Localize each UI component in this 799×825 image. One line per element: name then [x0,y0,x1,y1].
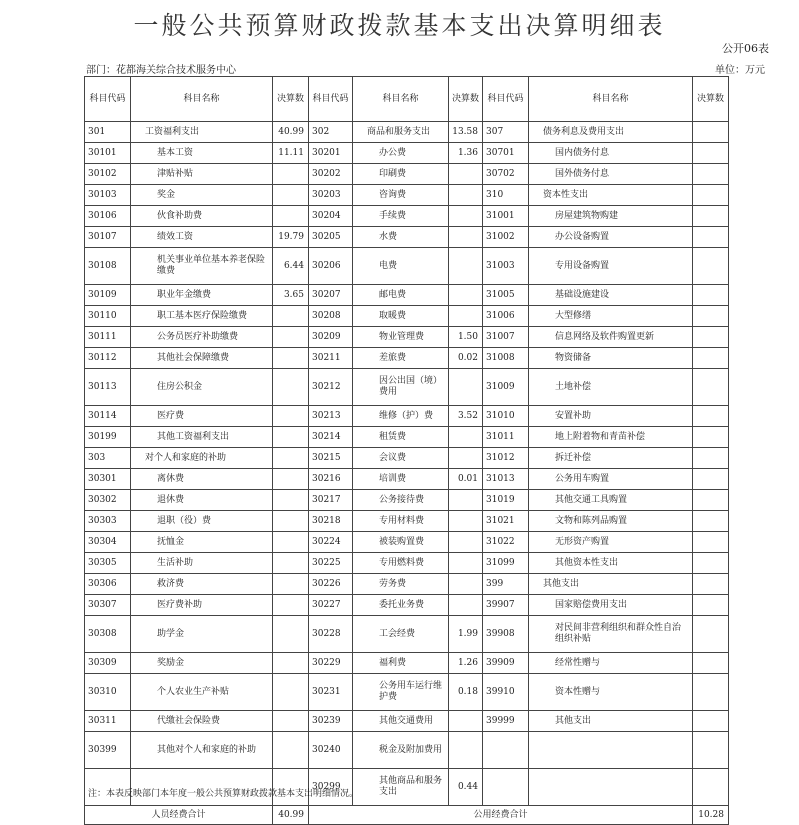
cell-name: 其他交通费用 [353,711,449,732]
cell-code: 30311 [85,711,131,732]
cell-code: 310 [483,185,529,206]
cell-amount [693,248,729,285]
cell-name: 公务用车运行维护费 [353,674,449,711]
cell-amount [273,164,309,185]
cell-amount: 1.36 [449,143,483,164]
cell-code: 31009 [483,369,529,406]
expenditure-table [84,76,729,825]
department-label: 部门：花都海关综合技术服务中心 [86,65,236,76]
cell-code: 30231 [309,674,353,711]
cell-code: 30102 [85,164,131,185]
cell-code: 30309 [85,653,131,674]
cell-code: 39910 [483,674,529,711]
cell-code [483,769,529,806]
public-total-label: 公用经费合计 [309,806,693,825]
cell-code: 31005 [483,285,529,306]
cell-name: 医疗费补助 [131,595,273,616]
cell-amount [273,574,309,595]
cell-code: 30216 [309,469,353,490]
cell-code: 30228 [309,616,353,653]
cell-amount [693,164,729,185]
cell-code: 31099 [483,553,529,574]
cell-code: 399 [483,574,529,595]
cell-amount [693,406,729,427]
cell-name: 机关事业单位基本养老保险缴费 [131,248,273,285]
cell-code: 30110 [85,306,131,327]
cell-amount [693,653,729,674]
cell-code: 31007 [483,327,529,348]
cell-code: 30307 [85,595,131,616]
cell-name: 物资储备 [529,348,693,369]
cell-code: 30211 [309,348,353,369]
cell-code: 30202 [309,164,353,185]
cell-name: 公务用车购置 [529,469,693,490]
cell-amount [273,511,309,532]
cell-code: 30702 [483,164,529,185]
cell-amount: 1.50 [449,327,483,348]
totals-row [85,806,729,825]
cell-code: 30213 [309,406,353,427]
table-row [85,711,729,732]
cell-code: 30225 [309,553,353,574]
cell-amount [449,369,483,406]
cell-name: 商品和服务支出 [353,122,449,143]
cell-code: 30106 [85,206,131,227]
cell-code: 31012 [483,448,529,469]
cell-code: 39909 [483,653,529,674]
header-cell: 科目名称 [353,77,449,122]
cell-name: 咨询费 [353,185,449,206]
cell-amount [449,595,483,616]
cell-amount [693,595,729,616]
header-cell: 决算数 [273,77,309,122]
cell-name: 水费 [353,227,449,248]
cell-code: 30113 [85,369,131,406]
cell-name: 福利费 [353,653,449,674]
table-row [85,574,729,595]
cell-name: 救济费 [131,574,273,595]
cell-name: 会议费 [353,448,449,469]
cell-name: 对个人和家庭的补助 [131,448,273,469]
form-number: 公开06表 [722,42,769,55]
cell-name: 专用材料费 [353,511,449,532]
cell-code: 30111 [85,327,131,348]
cell-code: 30308 [85,616,131,653]
cell-name: 差旅费 [353,348,449,369]
cell-amount [693,285,729,306]
cell-code: 30206 [309,248,353,285]
cell-code: 30303 [85,511,131,532]
cell-name: 劳务费 [353,574,449,595]
cell-code: 39907 [483,595,529,616]
table-header-row [85,77,729,122]
cell-name: 培训费 [353,469,449,490]
cell-name: 电费 [353,248,449,285]
cell-amount: 6.44 [273,248,309,285]
cell-name: 国家赔偿费用支出 [529,595,693,616]
cell-name: 其他商品和服务支出 [353,769,449,806]
cell-code: 31021 [483,511,529,532]
cell-code: 30310 [85,674,131,711]
cell-amount [449,248,483,285]
cell-amount [273,532,309,553]
cell-name: 绩效工资 [131,227,273,248]
cell-amount [449,532,483,553]
cell-amount [273,469,309,490]
cell-name: 邮电费 [353,285,449,306]
cell-name: 无形资产购置 [529,532,693,553]
header-cell: 决算数 [449,77,483,122]
table-row [85,732,729,769]
cell-code: 30224 [309,532,353,553]
cell-amount [273,732,309,769]
cell-name: 债务利息及费用支出 [529,122,693,143]
cell-code: 31013 [483,469,529,490]
cell-code: 30301 [85,469,131,490]
cell-code: 30201 [309,143,353,164]
cell-name: 地上附着物和青苗补偿 [529,427,693,448]
cell-amount [693,553,729,574]
cell-amount [693,369,729,406]
table-row [85,448,729,469]
cell-name: 伙食补助费 [131,206,273,227]
cell-code: 30114 [85,406,131,427]
cell-name: 委托业务费 [353,595,449,616]
cell-code: 31001 [483,206,529,227]
header-cell: 科目代码 [85,77,131,122]
cell-amount [273,185,309,206]
cell-code: 30229 [309,653,353,674]
cell-amount: 0.02 [449,348,483,369]
table-note: 注：本表反映部门本年度一般公共预算财政拨款基本支出明细情况。 [88,789,359,799]
cell-amount [273,406,309,427]
cell-code: 302 [309,122,353,143]
cell-amount [693,490,729,511]
cell-code: 31003 [483,248,529,285]
cell-name: 助学金 [131,616,273,653]
cell-amount: 1.26 [449,653,483,674]
page-title: 一般公共预算财政拨款基本支出决算明细表 [133,11,666,40]
cell-amount [273,448,309,469]
cell-amount [693,348,729,369]
cell-name: 房屋建筑物购建 [529,206,693,227]
cell-amount [273,653,309,674]
cell-amount [449,206,483,227]
cell-name [529,732,693,769]
cell-amount [449,285,483,306]
cell-amount: 13.58 [449,122,483,143]
cell-name: 公务接待费 [353,490,449,511]
cell-amount [273,306,309,327]
cell-code: 30302 [85,490,131,511]
cell-name: 因公出国（境）费用 [353,369,449,406]
cell-amount: 11.11 [273,143,309,164]
cell-name: 土地补偿 [529,369,693,406]
cell-amount: 3.52 [449,406,483,427]
cell-name: 经常性赠与 [529,653,693,674]
table-row [85,206,729,227]
cell-code [483,732,529,769]
table-row [85,227,729,248]
cell-name: 其他对个人和家庭的补助 [131,732,273,769]
cell-amount [273,616,309,653]
cell-amount [449,732,483,769]
cell-code: 301 [85,122,131,143]
cell-name: 税金及附加费用 [353,732,449,769]
header-cell: 科目代码 [483,77,529,122]
cell-code: 31006 [483,306,529,327]
cell-code: 30399 [85,732,131,769]
header-cell: 科目名称 [131,77,273,122]
cell-code: 31019 [483,490,529,511]
cell-code: 303 [85,448,131,469]
cell-amount [693,574,729,595]
table-row [85,653,729,674]
table-row [85,369,729,406]
cell-amount [273,348,309,369]
cell-code: 30109 [85,285,131,306]
cell-amount [273,711,309,732]
cell-name: 资本性赠与 [529,674,693,711]
cell-name: 信息网络及软件购置更新 [529,327,693,348]
cell-name: 奖金 [131,185,273,206]
cell-name: 公务员医疗补助缴费 [131,327,273,348]
cell-amount [449,711,483,732]
cell-amount [449,227,483,248]
cell-name: 基础设施建设 [529,285,693,306]
cell-code: 31008 [483,348,529,369]
cell-amount [273,553,309,574]
cell-code: 30101 [85,143,131,164]
cell-code: 39908 [483,616,529,653]
cell-amount [449,553,483,574]
cell-name: 其他支出 [529,711,693,732]
cell-code: 30203 [309,185,353,206]
cell-amount: 0.18 [449,674,483,711]
cell-amount: 1.99 [449,616,483,653]
cell-name [529,769,693,806]
cell-code: 39999 [483,711,529,732]
cell-amount: 0.01 [449,469,483,490]
cell-code: 30240 [309,732,353,769]
cell-amount [693,769,729,806]
table-row [85,248,729,285]
cell-code: 307 [483,122,529,143]
cell-amount [693,616,729,653]
cell-amount: 0.44 [449,769,483,806]
cell-amount [273,327,309,348]
cell-code: 30218 [309,511,353,532]
cell-name: 住房公积金 [131,369,273,406]
cell-code: 30207 [309,285,353,306]
cell-name: 工资福利支出 [131,122,273,143]
cell-code: 30226 [309,574,353,595]
cell-code: 30108 [85,248,131,285]
table-row [85,143,729,164]
table-row [85,285,729,306]
table-row [85,469,729,490]
cell-code: 30112 [85,348,131,369]
cell-amount [449,574,483,595]
cell-name: 工会经费 [353,616,449,653]
table-row [85,327,729,348]
cell-name: 抚恤金 [131,532,273,553]
cell-code: 30205 [309,227,353,248]
table-row [85,511,729,532]
cell-amount: 40.99 [273,122,309,143]
cell-name: 津贴补贴 [131,164,273,185]
cell-amount [693,732,729,769]
cell-amount [449,427,483,448]
table-row [85,122,729,143]
cell-amount [449,490,483,511]
cell-name: 拆迁补偿 [529,448,693,469]
cell-name: 手续费 [353,206,449,227]
cell-name: 专用设备购置 [529,248,693,285]
cell-amount [693,327,729,348]
personnel-total-value: 40.99 [273,806,309,825]
cell-code: 30208 [309,306,353,327]
cell-name: 维修（护）费 [353,406,449,427]
cell-code: 30305 [85,553,131,574]
cell-code: 30299 [309,769,353,806]
cell-amount [449,306,483,327]
cell-code: 30701 [483,143,529,164]
cell-name: 退休费 [131,490,273,511]
cell-name: 国内债务付息 [529,143,693,164]
cell-name: 奖励金 [131,653,273,674]
table-row [85,406,729,427]
table-row [85,490,729,511]
cell-code: 31002 [483,227,529,248]
cell-name: 被装购置费 [353,532,449,553]
cell-amount [273,369,309,406]
cell-amount [693,511,729,532]
header-cell: 科目名称 [529,77,693,122]
cell-code: 30209 [309,327,353,348]
cell-name: 专用燃料费 [353,553,449,574]
cell-amount [693,122,729,143]
cell-amount [273,490,309,511]
cell-name: 职工基本医疗保险缴费 [131,306,273,327]
cell-name: 办公设备购置 [529,227,693,248]
cell-amount [273,427,309,448]
table-row [85,306,729,327]
personnel-total-label: 人员经费合计 [85,806,273,825]
table-row [85,427,729,448]
cell-name: 资本性支出 [529,185,693,206]
cell-amount [449,185,483,206]
cell-name: 其他支出 [529,574,693,595]
cell-name: 职业年金缴费 [131,285,273,306]
cell-code: 31010 [483,406,529,427]
cell-amount [693,674,729,711]
cell-name: 安置补助 [529,406,693,427]
cell-amount [273,595,309,616]
cell-name: 代缴社会保险费 [131,711,273,732]
table-row [85,553,729,574]
header-cell: 决算数 [693,77,729,122]
cell-code: 31022 [483,532,529,553]
cell-amount [693,427,729,448]
cell-amount [693,532,729,553]
cell-code: 30214 [309,427,353,448]
cell-code: 30306 [85,574,131,595]
cell-name: 国外债务付息 [529,164,693,185]
cell-code: 30199 [85,427,131,448]
table-row [85,348,729,369]
table-row [85,674,729,711]
cell-name: 其他社会保障缴费 [131,348,273,369]
cell-code: 31011 [483,427,529,448]
table-row [85,616,729,653]
table-row [85,532,729,553]
cell-name: 大型修缮 [529,306,693,327]
cell-amount [693,143,729,164]
cell-amount: 3.65 [273,285,309,306]
table-row [85,185,729,206]
cell-name: 文物和陈列品购置 [529,511,693,532]
cell-amount [693,448,729,469]
cell-amount [693,711,729,732]
table-row [85,595,729,616]
unit-label: 单位：万元 [715,65,765,76]
cell-amount [449,164,483,185]
cell-amount [693,185,729,206]
cell-name: 离休费 [131,469,273,490]
cell-name: 办公费 [353,143,449,164]
cell-name: 取暖费 [353,306,449,327]
cell-code: 30304 [85,532,131,553]
cell-name: 医疗费 [131,406,273,427]
cell-name: 退职（役）费 [131,511,273,532]
cell-amount [693,206,729,227]
cell-amount [693,306,729,327]
cell-name: 其他工资福利支出 [131,427,273,448]
cell-code: 30204 [309,206,353,227]
cell-amount [449,448,483,469]
cell-code: 30239 [309,711,353,732]
table-row [85,164,729,185]
cell-code: 30217 [309,490,353,511]
cell-code: 30107 [85,227,131,248]
cell-amount [449,511,483,532]
cell-name: 基本工资 [131,143,273,164]
cell-amount [693,469,729,490]
header-cell: 科目代码 [309,77,353,122]
cell-code: 30103 [85,185,131,206]
cell-amount [693,227,729,248]
cell-name: 印刷费 [353,164,449,185]
cell-name: 其他资本性支出 [529,553,693,574]
cell-amount [273,206,309,227]
cell-name: 个人农业生产补贴 [131,674,273,711]
cell-name: 生活补助 [131,553,273,574]
cell-amount: 19.79 [273,227,309,248]
cell-name: 对民间非营利组织和群众性自治组织补贴 [529,616,693,653]
cell-code: 30212 [309,369,353,406]
cell-amount [273,674,309,711]
cell-name: 物业管理费 [353,327,449,348]
cell-code: 30215 [309,448,353,469]
public-total-value: 10.28 [693,806,729,825]
cell-name: 租赁费 [353,427,449,448]
cell-code: 30227 [309,595,353,616]
cell-name: 其他交通工具购置 [529,490,693,511]
